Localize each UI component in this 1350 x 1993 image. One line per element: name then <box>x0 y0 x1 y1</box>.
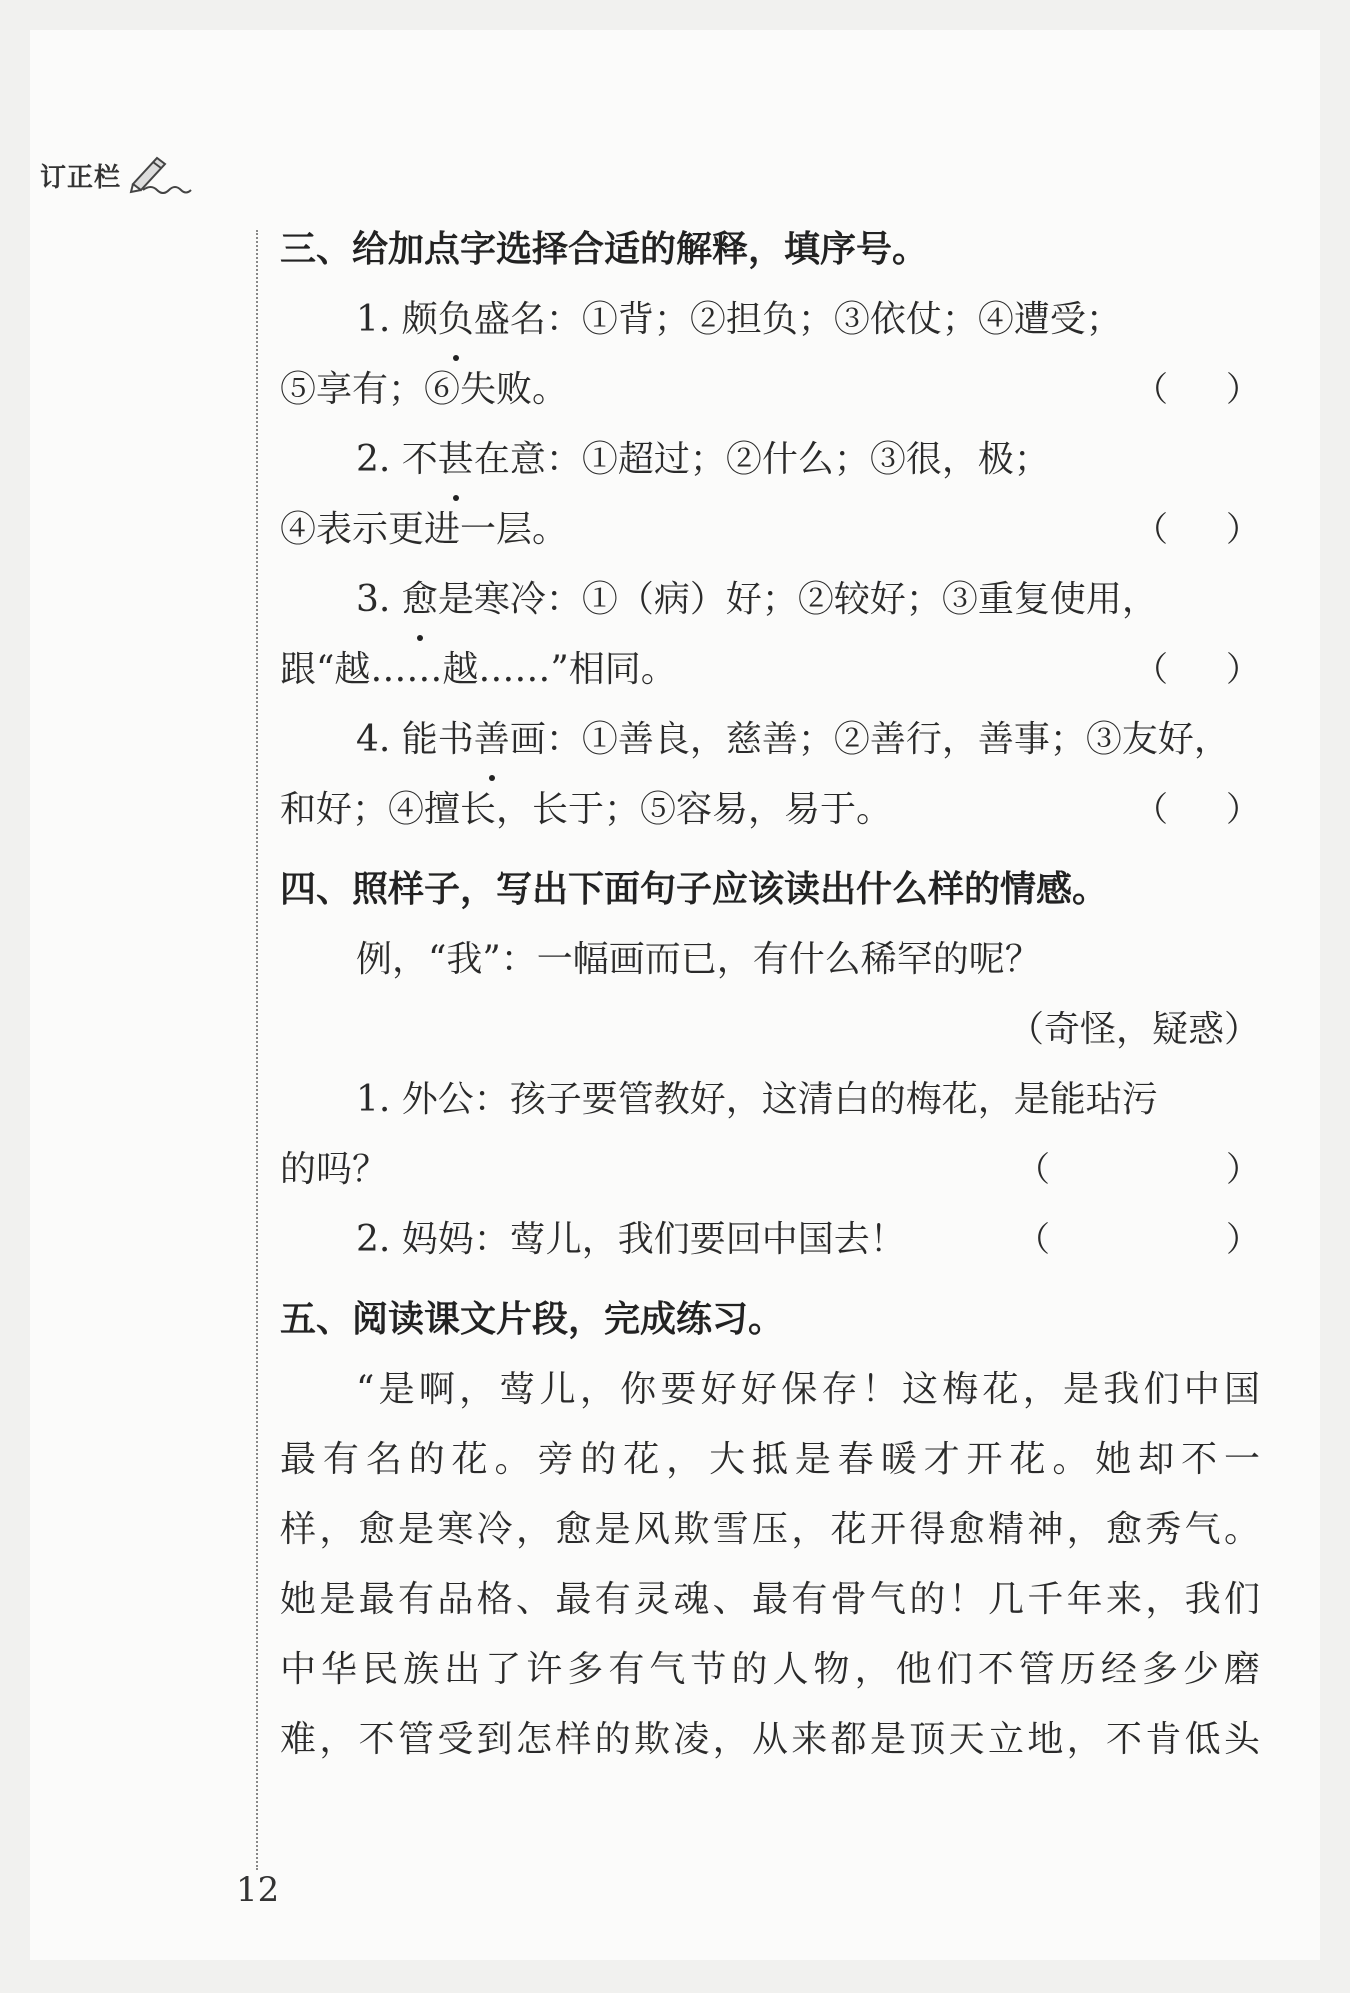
answer-blank[interactable]: （ ） <box>1134 650 1260 690</box>
dotted-char: 甚 <box>438 425 474 495</box>
passage-line: 最有名的花。旁的花，大抵是春暖才开花。她却不一 <box>280 1439 1260 1480</box>
answer-blank[interactable]: （ ） <box>1134 510 1260 550</box>
passage-line: “是啊，莺儿，你要好好保存！这梅花，是我们中国 <box>356 1369 1260 1410</box>
dotted-char: 善 <box>474 705 510 775</box>
s3-item-3: 3. 愈是寒冷：①（病）好；②较好；③重复使用， 跟“越……越……”相同。 （ ） <box>280 565 1260 705</box>
s4-example: 例，“我”：一幅画而已，有什么稀罕的呢？ （奇怪，疑惑） <box>280 925 1260 1065</box>
dotted-char: 负 <box>438 285 474 355</box>
dotted-char: 愈 <box>402 565 438 635</box>
s3-item-2: 2. 不甚在意：①超过；②什么；③很，极； ④表示更进一层。 （ ） <box>280 425 1260 565</box>
section-4-title: 四、照样子，写出下面句子应该读出什么样的情感。 <box>280 869 1109 910</box>
answer-blank[interactable]: （ ） <box>1016 1220 1260 1260</box>
passage-line: 她是最有品格、最有灵魂、最有骨气的！几千年来，我们 <box>280 1579 1260 1620</box>
margin-divider <box>256 230 258 1870</box>
passage-line: 样，愈是寒冷，愈是风欺雪压，花开得愈精神，愈秀气。 <box>280 1509 1260 1550</box>
s4-item-2: 2. 妈妈：莺儿，我们要回中国去！ （ ） <box>280 1205 1260 1275</box>
answer-blank[interactable]: （ ） <box>1016 1150 1260 1190</box>
answer-blank[interactable]: （ ） <box>1134 370 1260 410</box>
exercise-content <box>280 215 1260 1775</box>
s3-item-1: 1. 颇负盛名：①背；②担负；③依仗；④遭受； ⑤享有；⑥失败。 （ ） <box>280 285 1260 425</box>
answer-blank[interactable]: （ ） <box>1134 790 1260 830</box>
reading-passage <box>280 1355 1260 1775</box>
correction-column-label <box>40 150 193 194</box>
s3-item-4: 4. 能书善画：①善良，慈善；②善行，善事；③友好， 和好；④擅长，长于；⑤容易，易于。 （ ） <box>280 705 1260 845</box>
passage-line: 难，不管受到怎样的欺凌，从来都是顶天立地，不肯低头 <box>280 1719 1260 1760</box>
section-3-title: 三、给加点字选择合适的解释，填序号。 <box>280 229 929 270</box>
page-number: 12 <box>236 1870 280 1910</box>
example-answer: （奇怪，疑惑） <box>1007 1009 1260 1050</box>
pencil-icon <box>123 150 193 194</box>
workbook-page <box>30 30 1320 1960</box>
passage-line: 中华民族出了许多有气节的人物，他们不管历经多少磨 <box>280 1649 1260 1690</box>
correction-label-text: 订正栏 <box>40 163 122 193</box>
section-5-title: 五、阅读课文片段，完成练习。 <box>280 1299 785 1340</box>
s4-item-1: 1. 外公：孩子要管教好，这清白的梅花，是能玷污 的吗？ （ ） <box>280 1065 1260 1205</box>
